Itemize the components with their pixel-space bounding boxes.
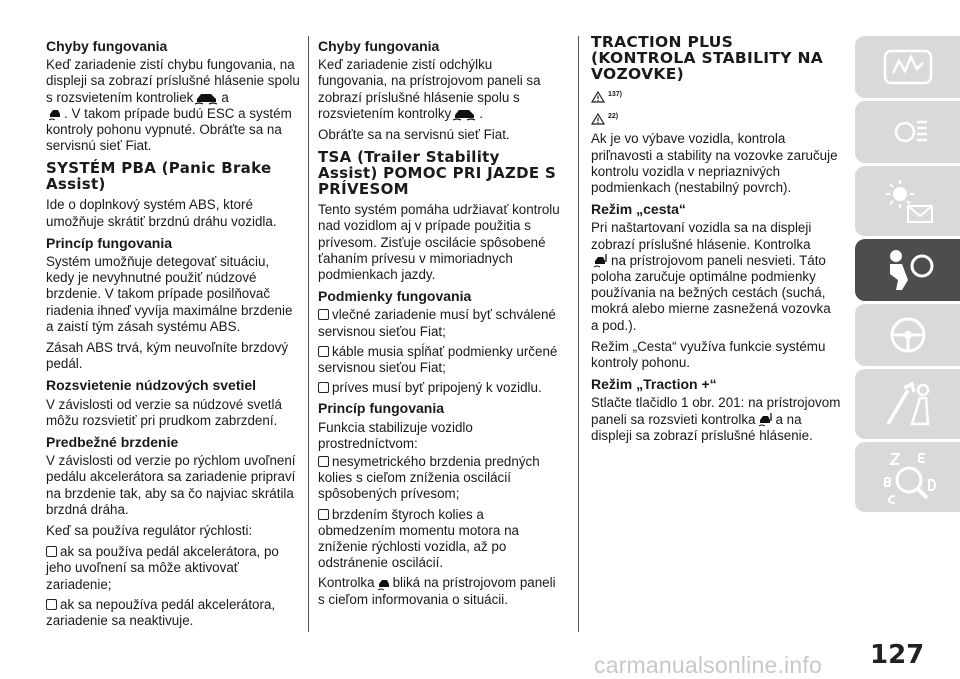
skid-car-icon bbox=[377, 577, 391, 591]
para-tsa: Tento systém pomáha udržiavať kontrolu nad vozidlom aj v prípade použitia s prívesom. Zisťuje oscilácie spôsobené ťahaním prívesu v mimoriadnych podmienkach jazdy. bbox=[318, 202, 560, 283]
para-pba: Ide o doplnkový systém ABS, ktoré umožňuje skrátiť brzdnú dráhu vozidla. bbox=[46, 197, 277, 229]
list-item: nesymetrického brzdenia predných kolies s cieľom zníženia oscilácií spôsobených prívesom; bbox=[318, 454, 540, 502]
para-principle-1: Systém umožňuje detegovať situáciu, kedy je nevyhnutné použiť núdzové brzdenie. V takom prípade posilňovač riadenia ihneď vyvíja maximálne brzdenie a zaistí tým zásah systému ABS. bbox=[46, 254, 293, 334]
column-2 bbox=[318, 34, 562, 613]
heading-pba: SYSTÉM PBA (Panic Brake Assist) bbox=[46, 159, 272, 194]
list-item: vlečné zariadenie musí byť schválené servisnou sieťou Fiat; bbox=[318, 307, 556, 339]
checkbox-bullet-icon bbox=[46, 546, 57, 557]
column-divider bbox=[308, 36, 309, 632]
heading-principle-1: Princíp fungovania bbox=[46, 234, 173, 251]
checkbox-bullet-icon bbox=[318, 456, 329, 467]
weather-mail-tab-icon bbox=[878, 176, 938, 226]
para-cruise: Keď sa používa regulátor rýchlosti: bbox=[46, 523, 253, 539]
lights-tab-icon bbox=[881, 112, 935, 152]
checkbox-bullet-icon bbox=[318, 309, 329, 320]
heading-principle-2: Princíp fungovania bbox=[318, 400, 445, 417]
heading-traction-plus: TRACTION PLUS (KONTROLA STABILITY NA VOZOVKE) bbox=[591, 33, 824, 83]
page-number: 127 bbox=[870, 640, 925, 670]
para-principle-2: Funkcia stabilizuje vozidlo prostredníctvom: bbox=[318, 419, 473, 451]
steering-tab-icon bbox=[881, 313, 935, 357]
section-tabs bbox=[855, 36, 960, 515]
checkbox-bullet-icon bbox=[318, 382, 329, 393]
heading-lights: Rozsvietenie núdzových svetiel bbox=[46, 377, 257, 394]
column-3 bbox=[591, 34, 841, 449]
warning-ref-1: 137) bbox=[591, 87, 841, 103]
checkbox-bullet-icon bbox=[318, 509, 329, 520]
list-item: príves musí byť pripojený k vozidlu. bbox=[318, 380, 562, 396]
tab-dashboard[interactable] bbox=[855, 36, 960, 98]
heading-errors-2: Chyby fungovania bbox=[318, 38, 440, 54]
para-lamp: Kontrolka bliká na prístrojovom paneli s cieľom informovania o situácii. bbox=[318, 575, 556, 607]
para-abs: Zásah ABS trvá, kým neuvoľníte brzdový pedál. bbox=[46, 340, 289, 372]
heading-pre-braking: Predbežné brzdenie bbox=[46, 434, 179, 451]
para-lights: V závislosti od verzie sa núdzové svetlá môžu rozsvietiť pri prudkom zabrzdení. bbox=[46, 396, 282, 428]
warning-ref-2: 22) bbox=[591, 109, 841, 125]
para-errors-2: Keď zariadenie zistí odchýlku fungovania, na prístrojovom paneli sa zobrazí príslušné hlásenie spolu s rozsvietením kontrolky . bbox=[318, 57, 541, 121]
tcs-icon bbox=[593, 254, 609, 268]
skid-car-icon bbox=[195, 91, 219, 105]
list-item: ak sa nepoužíva pedál akcelerátora, zariadenie sa neaktivuje. bbox=[46, 596, 276, 629]
column-1 bbox=[46, 34, 300, 633]
heading-tsa: TSA (Trailer Stability Assist) POMOC PRI JAZDE S PRÍVESOM bbox=[318, 148, 557, 199]
list-item: brzdením štyroch kolies a obmedzením momentu motora na zníženie rýchlosti vozidla, až po odstránenie oscilácií. bbox=[318, 506, 519, 571]
tab-tools[interactable] bbox=[855, 369, 960, 439]
heading-conditions: Podmienky fungovania bbox=[318, 288, 472, 305]
para-road-mode: Pri naštartovaní vozidla sa na displeji zobrazí príslušné hlásenie. Kontrolka na prístrojovom paneli nesvieti. Táto poloha zaručuje optimálne podmienky používania na bežných cestách (suchá, mokrá alebo mierne zasnežená vozovka a pod.). bbox=[591, 220, 831, 333]
para-service: Obráťte sa na servisnú sieť Fiat. bbox=[318, 127, 510, 143]
tab-safety[interactable] bbox=[855, 239, 960, 301]
dashboard-tab-icon bbox=[881, 47, 935, 87]
para-pre-braking: V závislosti od verzie po rýchlom uvoľnení pedálu akcelerátora sa zariadenie pripraví na brzdenie tak, aby sa čo najviac skrátila brzdná dráha. bbox=[46, 453, 296, 517]
airbag-safety-tab-icon bbox=[878, 246, 938, 294]
skid-car-icon bbox=[453, 107, 477, 121]
esc-off-icon bbox=[48, 107, 62, 121]
para-errors-1: Keď zariadenie zistí chybu fungovania, na displeji sa zobrazí príslušné hlásenie spolu s rozsvietením kontroliek a . V takom prípade budú ESC a systém kontroly pohonu vypnuté. Obráťte sa na servisnú sieť Fiat. bbox=[46, 57, 300, 154]
warning-triangle-icon bbox=[591, 113, 605, 125]
watermark: carmanualsonline.info bbox=[594, 652, 822, 678]
para-intro: Ak je vo výbave vozidla, kontrola priľnavosti a stability na vozovke zaručuje kontrolu vozidla v nepriaznivých podmienkach (nestabilný povrch). bbox=[591, 131, 838, 196]
tcs-icon bbox=[758, 413, 774, 427]
tab-lights[interactable] bbox=[855, 101, 960, 163]
para-traction-mode: Stlačte tlačidlo 1 obr. 201: na prístrojovom paneli sa rozsvieti kontrolka a na displeji sa zobrazí príslušné hlásenie. bbox=[591, 395, 841, 443]
column-divider bbox=[578, 36, 579, 632]
checkbox-bullet-icon bbox=[46, 599, 57, 610]
tools-tab-icon bbox=[878, 378, 938, 430]
list-item: ak sa používa pedál akcelerátora, po jeho uvoľnení sa môže aktivovať zariadenie; bbox=[46, 544, 279, 592]
heading-road-mode: Režim „cesta“ bbox=[591, 201, 686, 218]
tab-steering[interactable] bbox=[855, 304, 960, 366]
warning-triangle-icon bbox=[591, 91, 605, 103]
tab-weather-mail[interactable] bbox=[855, 166, 960, 236]
heading-errors-1: Chyby fungovania bbox=[46, 38, 168, 54]
checkbox-bullet-icon bbox=[318, 346, 329, 357]
para-road-mode-2: Režim „Cesta“ využíva funkcie systému kontroly pohonu. bbox=[591, 338, 826, 371]
index-tab-icon bbox=[877, 450, 939, 504]
tab-index[interactable] bbox=[855, 442, 960, 512]
heading-traction-mode: Režim „Traction +“ bbox=[591, 376, 717, 393]
list-item: káble musia spĺňať podmienky určené servisnou sieťou Fiat; bbox=[318, 343, 558, 376]
